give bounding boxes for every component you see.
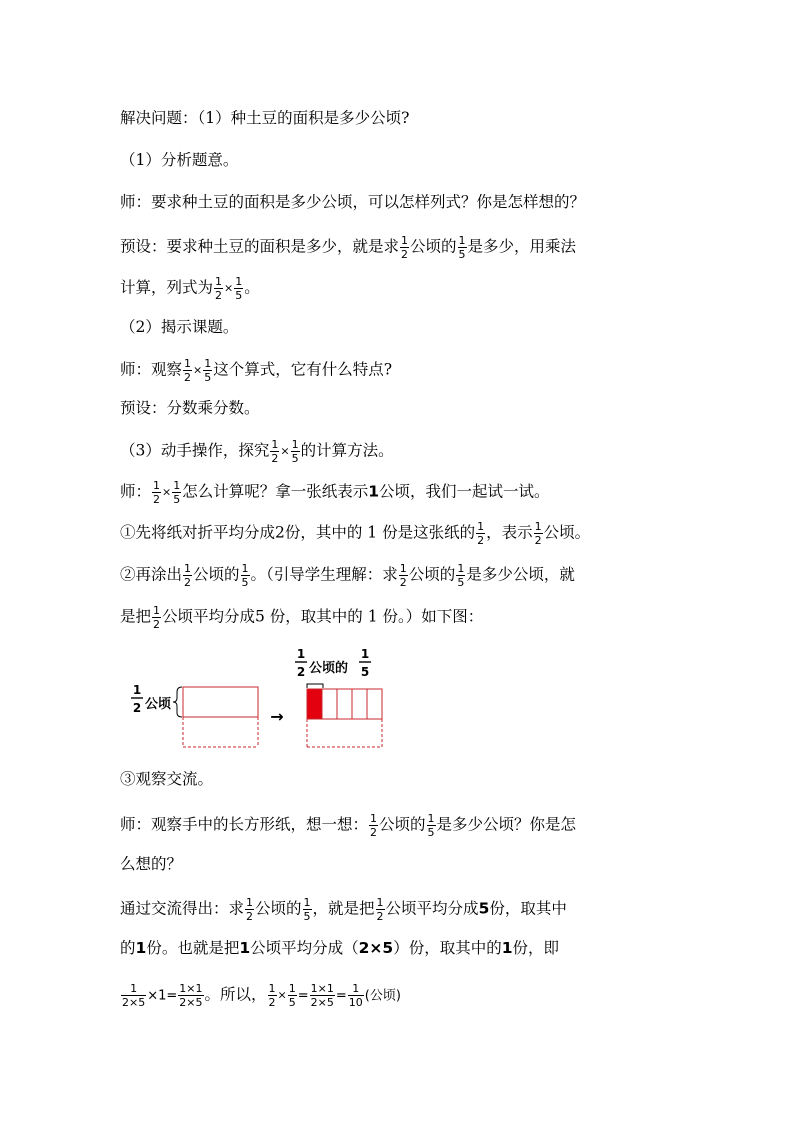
step-2-heading: （2）揭示课题。: [120, 318, 239, 336]
fraction: $\frac{1}{2}$: [370, 812, 378, 839]
preset-answer-1: 预设：要求种土豆的面积是多少，就是求 $\frac{1}{2}$ 公顷的 $\frac{1}{5}$ 是多少，用乘法: [120, 234, 577, 261]
right-label-den2: 5: [360, 665, 370, 679]
fraction: $\frac{1}{2}$: [215, 275, 223, 302]
fraction: $\frac{1}{5}$: [427, 812, 435, 839]
problem-title: 解决问题：（1）种土豆的面积是多少公顷?: [120, 109, 410, 127]
fraction: $\frac{1}{5}$: [458, 234, 466, 261]
right-label-num: 1: [296, 647, 306, 661]
left-brace: [173, 687, 182, 717]
fraction: $\frac{1}{5}$: [235, 275, 243, 302]
teacher-question-3: 师：观察手中的长方形纸，想一想： $\frac{1}{2}$ 公顷的 $\frac{1}{5}$ 是多少公顷？你是怎: [120, 812, 577, 839]
right-label-den: 2: [296, 665, 306, 679]
teacher-question-3-cont: 么想的？: [120, 855, 183, 873]
arrow-icon: →: [270, 707, 284, 726]
unshaded-fifth: [322, 689, 337, 719]
teacher-instruction: 师： $\frac{1}{2}$ × $\frac{1}{5}$ 怎么计算呢？拿一张纸表示1公顷，我们一起试一试。: [120, 479, 550, 506]
unshaded-fifth: [367, 689, 382, 719]
shaded-fifth: [307, 689, 322, 719]
step-1-heading: （1）分析题意。: [120, 151, 239, 169]
fraction: $\frac{1}{5}$: [291, 438, 299, 465]
fraction: $\frac{1}{2}$: [246, 896, 254, 923]
unshaded-fifth: [352, 689, 367, 719]
conclusion-1: 通过交流得出：求 $\frac{1}{2}$ 公顷的 $\frac{1}{5}$ ，就是把 $\frac{1}{2}$ 公顷平均分成5份，取其中: [120, 896, 567, 923]
fraction: $\frac{1}{2}$: [268, 982, 276, 1009]
fraction: $\frac{1}{5}$: [303, 896, 311, 923]
fraction: $\frac{1}{2}$: [153, 479, 161, 506]
fraction: $\frac{1}{2}$: [184, 562, 192, 589]
right-label-num2: 1: [360, 647, 370, 661]
fraction: $\frac{1}{2}$: [184, 357, 192, 384]
fraction: $\frac{1}{5}$: [241, 562, 249, 589]
fraction: $\frac{1}{2}$: [477, 520, 485, 547]
fraction: $\frac{1}{2}$: [534, 520, 542, 547]
operation-step-2-cont: 是把 $\frac{1}{2}$ 公顷平均分成5 份，取其中的 1 份。）如下图：: [120, 604, 484, 631]
step-observe-heading: ③观察交流。: [120, 770, 214, 788]
preset-answer-2: 预设：分数乘分数。: [120, 399, 260, 417]
preset-answer-1-cont: 计算，列式为 $\frac{1}{2}$ × $\frac{1}{5}$ 。: [120, 275, 260, 302]
fraction: $\frac{1}{5}$: [173, 479, 181, 506]
teacher-question-1: 师：要求种土豆的面积是多少公顷，可以怎样列式？你是怎样想的？: [120, 193, 586, 211]
fraction: $\frac{1\times 1}{2\times 5}$: [310, 982, 334, 1009]
left-half-rect: [183, 687, 258, 717]
right-label-text: 公顷的: [309, 661, 349, 676]
unshaded-fifth: [337, 689, 352, 719]
fraction: $\frac{1}{2}$: [399, 562, 407, 589]
fraction: $\frac{1}{2}$: [153, 604, 161, 631]
conclusion-formula: $\frac{1}{2\times 5}$ ×1= $\frac{1\times 1}{2\times 5}$ 。所以， $\frac{1}{2}$ × $\frac{1}{5}$ = $\frac{1\times 1}{2\times 5}$ = $\frac{1}{10}$ (公顷): [122, 982, 401, 1009]
fraction: $\frac{1}{2\times 5}$: [122, 982, 146, 1009]
shade-bracket: [307, 684, 323, 688]
left-label-den: 2: [132, 701, 142, 715]
fraction: $\frac{1\times 1}{2\times 5}$: [179, 982, 203, 1009]
left-label-num: 1: [132, 683, 142, 697]
fifths-group: [307, 689, 382, 719]
paper-folding-diagram: [125, 640, 395, 755]
step-3-heading: （3）动手操作，探究 $\frac{1}{2}$ × $\frac{1}{5}$ 的计算方法。: [120, 438, 394, 465]
fraction: $\frac{1}{5}$: [288, 982, 296, 1009]
left-label-unit: 公顷: [145, 697, 172, 712]
operation-step-2: ②再涂出 $\frac{1}{2}$ 公顷的 $\frac{1}{5}$ 。（引导学生理解：求 $\frac{1}{2}$ 公顷的 $\frac{1}{5}$ 是多少公顷，就: [120, 562, 575, 589]
operation-step-1: ①先将纸对折平均分成2份，其中的 1 份是这张纸的 $\frac{1}{2}$ ，表示 $\frac{1}{2}$ 公顷。: [120, 520, 591, 547]
teacher-question-2: 师：观察 $\frac{1}{2}$ × $\frac{1}{5}$ 这个算式，它有什么特点?: [120, 357, 393, 384]
fraction: $\frac{1}{5}$: [457, 562, 465, 589]
fraction: $\frac{1}{10}$: [348, 982, 363, 1009]
fraction: $\frac{1}{5}$: [204, 357, 212, 384]
fraction: $\frac{1}{2}$: [376, 896, 384, 923]
conclusion-2: 的1份。也就是把1公顷平均分成（2×5）份，取其中的1份，即: [120, 939, 560, 957]
fraction: $\frac{1}{2}$: [401, 234, 409, 261]
fraction: $\frac{1}{2}$: [271, 438, 279, 465]
